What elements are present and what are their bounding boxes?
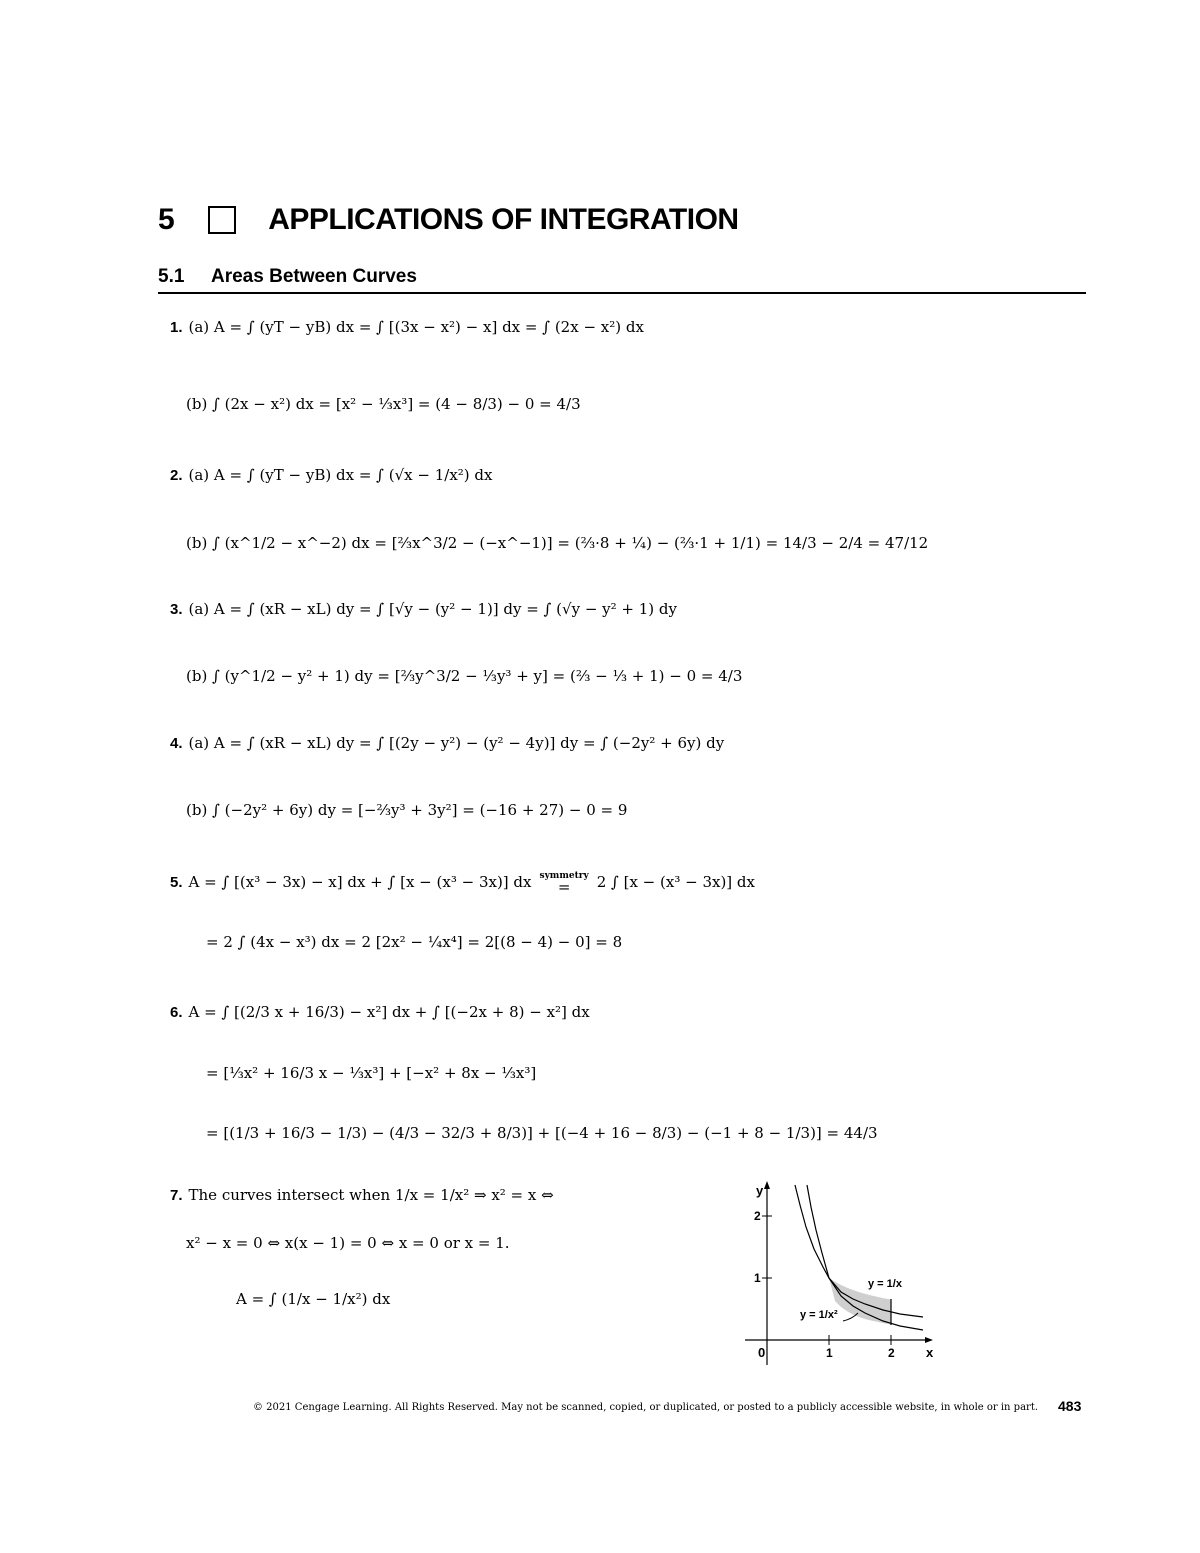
section-number: 5.1 [158,266,185,287]
square-icon [208,206,236,234]
problem-2-a-text: (a) A = ∫ (yT − yB) dx = ∫ (√x − 1/x²) dx [188,466,493,484]
curve-label-one-over-x: y = 1/x [868,1278,902,1290]
section-heading [158,266,417,288]
chapter-heading [158,203,739,237]
problem-2-part-b [186,534,928,552]
problem-3-a-text: (a) A = ∫ (xR − xL) dy = ∫ [√y − (y² − 1)] dy = ∫ (√y − y² + 1) dy [188,600,677,618]
problem-6-line-2-text: = [⅓x² + 16/3 x − ⅓x³] + [−x² + 8x − ⅓x³] [206,1064,537,1082]
problem-6-line-3-text: = [(1/3 + 16/3 − 1/3) − (4/3 − 32/3 + 8/3)] + [(−4 + 16 − 8/3) − (−1 + 8 − 1/3)] = 44/3 [206,1124,878,1142]
y-tick-label-2: 2 [754,1209,761,1223]
y-axis-label: y [756,1183,764,1198]
problem-1-b-text: (b) ∫ (2x − x²) dx = [x² − ⅓x³] = (4 − 8/3) − 0 = 4/3 [186,395,581,413]
problem-3-part-b [186,667,742,685]
problem-3-part-a [170,600,677,618]
problem-2-part-a [170,466,492,484]
curve-label-one-over-x-squared: y = 1/x² [800,1309,838,1321]
problem-6-line-3 [206,1124,878,1142]
problem-7-line-1-text: The curves intersect when 1/x = 1/x² ⇒ x² = x ⇔ [188,1186,554,1204]
problem-6-line-1 [170,1003,590,1021]
copyright-footer: © 2021 Cengage Learning. All Rights Reserved. May not be scanned, copied, or duplicated, or posted to a publicly accessible website, in whole or in part. [253,1402,1039,1413]
x-tick-label-1: 1 [826,1346,833,1360]
problem-1-a-text: (a) A = ∫ (yT − yB) dx = ∫ [(3x − x²) − x] dx = ∫ (2x − x²) dx [188,318,644,336]
problem-7-line-3 [236,1290,390,1308]
problem-5-line-2-text: = 2 ∫ (4x − x³) dx = 2 [2x² − ¼x⁴] = 2[(8 − 4) − 0] = 8 [206,933,623,951]
problem-3-b-text: (b) ∫ (y^1/2 − y² + 1) dy = [⅔y^3/2 − ⅓y³ + y] = (⅔ − ⅓ + 1) − 0 = 4/3 [186,667,743,685]
problem-5-line-1 [170,871,755,896]
x-tick-label-2: 2 [888,1346,895,1360]
problem-4-b-text: (b) ∫ (−2y² + 6y) dy = [−⅔y³ + 3y²] = (−16 + 27) − 0 = 9 [186,801,628,819]
problem-1-part-b [186,395,581,413]
problem-7-line-2 [186,1234,510,1252]
problem-6-label: 6. [170,1003,183,1021]
problem-7-line-1 [170,1186,554,1204]
problem-3-label: 3. [170,600,183,618]
problem-5-label: 5. [170,873,183,891]
problem-6-line-2 [206,1064,536,1082]
section-rule [158,292,1086,294]
symmetry-label: symmetry [539,871,589,881]
page-number: 483 [1058,1398,1082,1414]
problem-7-label: 7. [170,1186,183,1204]
x-axis-arrow [925,1337,933,1343]
area-graph [740,1175,940,1370]
y-axis-arrow [764,1181,770,1189]
origin-label: 0 [758,1345,766,1360]
problem-5-line-2 [206,933,622,951]
section-title: Areas Between Curves [211,266,417,287]
problem-1-label: 1. [170,318,183,336]
problem-2-b-text: (b) ∫ (x^1/2 − x^−2) dx = [⅔x^3/2 − (−x^−1)] = (⅔·8 + ¼) − (⅔·1 + 1/1) = 14/3 − 2/4 = 47/12 [186,534,929,552]
y-tick-label-1: 1 [754,1271,761,1285]
problem-2-label: 2. [170,466,183,484]
problem-4-part-a [170,734,724,752]
problem-4-label: 4. [170,734,183,752]
chapter-number: 5 [158,203,175,236]
problem-1-part-a [170,318,644,336]
problem-6-line-1-text: A = ∫ [(2/3 x + 16/3) − x²] dx + ∫ [(−2x + 8) − x²] dx [188,1003,590,1021]
problem-4-a-text: (a) A = ∫ (xR − xL) dy = ∫ [(2y − y²) − (y² − 4y)] dy = ∫ (−2y² + 6y) dy [188,734,725,752]
x-axis-label: x [926,1345,934,1360]
problem-5-line-1-text: A = ∫ [(x³ − 3x) − x] dx + ∫ [x − (x³ − 3x)] dx [188,873,532,891]
symmetry-equals: symmetry = [539,871,589,896]
chapter-title: APPLICATIONS OF INTEGRATION [268,203,739,236]
problem-7-line-3-text: A = ∫ (1/x − 1/x²) dx [236,1290,391,1308]
problem-4-part-b [186,801,627,819]
problem-5-line-1b-text: 2 ∫ [x − (x³ − 3x)] dx [596,873,755,891]
problem-7-line-2-text: x² − x = 0 ⇔ x(x − 1) = 0 ⇔ x = 0 or x = 1. [186,1234,510,1252]
